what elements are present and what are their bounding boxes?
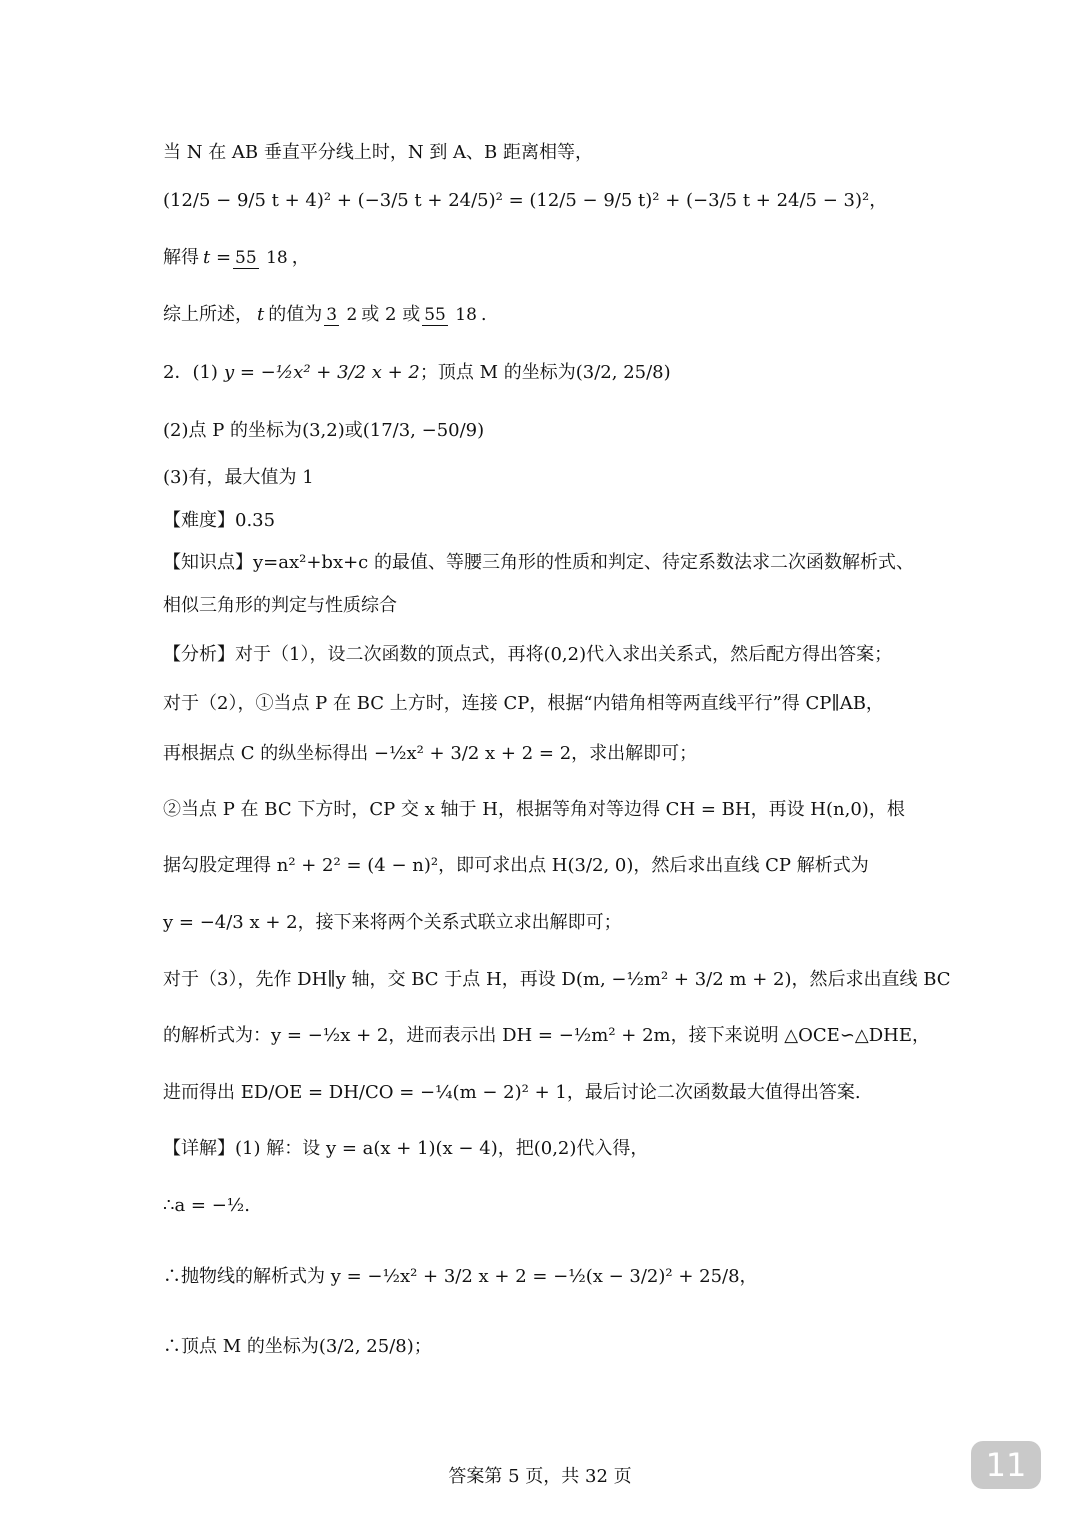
numerator: 55	[424, 304, 446, 325]
page-footer: 答案第 5 页，共 32 页	[448, 1466, 632, 1487]
coordinate: (3,2)	[302, 420, 345, 441]
analysis-line-2	[163, 689, 953, 719]
analysis-line-3	[163, 739, 953, 769]
line-text: ∴a = −½.	[163, 1195, 250, 1216]
answer-line-3	[163, 463, 953, 493]
line-text: 【难度】0.35	[163, 510, 276, 531]
knowledge-line-2	[163, 591, 953, 621]
line-text: ②当点 P 在 BC 下方时，CP 交 x 轴于 H，根据等角对等边得 CH = BH，再设 H(n,0)，根	[163, 799, 905, 820]
line-text: 【详解】(1) 解：设 y = a(x + 1)(x − 4)，把(0,2)代入得，	[163, 1138, 649, 1159]
denominator: 2	[346, 304, 358, 325]
equation-text: (12/5 − 9/5 t + 4)² + (−3/5 t + 24/5)² = (12/5 − 9/5 t)² + (−3/5 t + 24/5 − 3)²，	[163, 190, 888, 211]
line-text: 对于（3），先作 DH∥y 轴，交 BC 于点 H，再设 D(m, −½m² + 3/2 m + 2)，然后求出直线 BC	[163, 969, 951, 990]
line-text: (2)点 P 的坐标为	[163, 420, 303, 441]
line-text: 再根据点 C 的纵坐标得出 −½x² + 3/2 x + 2 = 2，求出解即可；	[163, 743, 698, 764]
fraction	[422, 305, 479, 326]
numerator: 55	[235, 247, 257, 268]
line-text: 2．(1)	[163, 362, 218, 383]
line-text: 对于（2），①当点 P 在 BC 上方时，连接 CP，根据“内错角相等两直线平行”得 CP∥AB，	[163, 693, 884, 714]
punctuation: .	[480, 304, 487, 325]
text-line-4	[163, 300, 953, 330]
analysis-line-1	[163, 640, 953, 670]
detail-line-4	[163, 1332, 953, 1362]
knowledge-line-1	[163, 548, 953, 578]
equation-text: y = −½x² + 3/2 x + 2	[223, 362, 420, 383]
line-text: 【知识点】y=ax²+bx+c 的最值、等腰三角形的性质和判定、待定系数法求二次函数解析式、	[163, 552, 914, 573]
denominator: 18	[455, 304, 477, 325]
fraction	[233, 248, 290, 269]
detail-line-2	[163, 1191, 953, 1221]
punctuation: ，	[291, 247, 310, 268]
line-text: 进而得出 ED/OE = DH/CO = −¼(m − 2)² + 1，最后讨论二次函数最大值得出答案.	[163, 1082, 861, 1103]
line-text: ∴抛物线的解析式为 y = −½x² + 3/2 x + 2 = −½(x − 3/2)² + 25/8，	[163, 1266, 758, 1287]
fraction	[324, 305, 359, 326]
equation-line-2	[163, 186, 953, 216]
analysis-line-4	[163, 795, 953, 825]
variable-t: t	[257, 304, 265, 325]
line-text: 据勾股定理得 n² + 2² = (4 − n)²，即可求出点 H(3/2, 0)，然后求出直线 CP 解析式为	[163, 855, 869, 876]
denominator: 18	[266, 247, 288, 268]
variable-t: t =	[203, 247, 232, 268]
page-number-badge: 11	[971, 1441, 1041, 1489]
line-text: 的值为	[268, 304, 323, 325]
analysis-line-6	[163, 908, 953, 938]
line-text: 相似三角形的判定与性质综合	[163, 595, 397, 616]
analysis-line-7	[163, 965, 953, 995]
line-text: 【分析】对于（1），设二次函数的顶点式，再将(0,2)代入求出关系式，然后配方得出答案；	[163, 644, 893, 665]
line-text: 综上所述，	[163, 304, 253, 325]
analysis-line-9	[163, 1078, 953, 1108]
line-text: ；顶点 M 的坐标为	[419, 362, 576, 383]
analysis-line-5	[163, 851, 953, 881]
difficulty-line	[163, 506, 953, 536]
answer-line-2	[163, 416, 953, 446]
line-text: 当 N 在 AB 垂直平分线上时，N 到 A、B 距离相等，	[163, 142, 594, 163]
line-text: (3)有，最大值为 1	[163, 467, 314, 488]
analysis-line-8	[163, 1021, 953, 1051]
coordinate: (17/3, −50/9)	[362, 420, 485, 441]
text-line-3	[163, 243, 953, 273]
line-text: 或	[344, 420, 363, 441]
detail-line-1	[163, 1134, 953, 1164]
answer-line-1	[163, 358, 953, 388]
text-line-1	[163, 138, 953, 168]
detail-line-3	[163, 1262, 953, 1292]
coordinate: (3/2, 25/8)	[575, 362, 671, 383]
line-text: y = −4/3 x + 2，接下来将两个关系式联立求出解即可；	[163, 912, 622, 933]
line-text: 或 2 或	[361, 304, 421, 325]
line-text: 的解析式为：y = −½x + 2，进而表示出 DH = −½m² + 2m，接下来说明 △OCE∽△DHE，	[163, 1025, 931, 1046]
line-text: ∴顶点 M 的坐标为(3/2, 25/8)；	[163, 1336, 432, 1357]
line-text: 解得	[163, 247, 199, 268]
numerator: 3	[326, 304, 338, 325]
